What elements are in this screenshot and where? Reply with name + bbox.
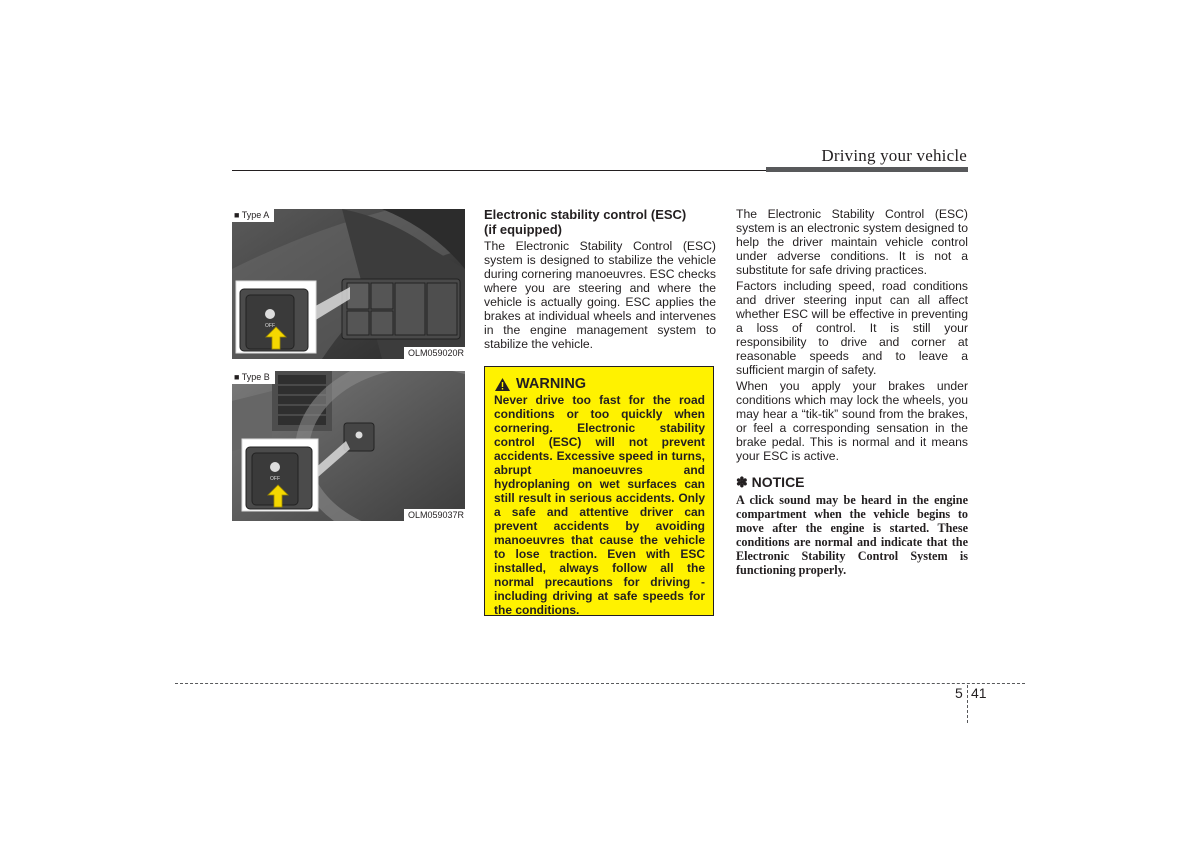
warning-box [484, 366, 714, 616]
warning-triangle-icon [494, 377, 511, 392]
notice-symbol-icon: ✽ [736, 474, 748, 490]
esc-heading-line1: Electronic stability control (ESC) [484, 207, 687, 222]
esc-heading [484, 207, 716, 237]
esc-section [484, 207, 716, 351]
esc-heading-line2: (if equipped) [484, 222, 562, 237]
figure-type-a [232, 209, 465, 359]
notice-title-text: NOTICE [751, 474, 805, 490]
page-number-divider [967, 685, 968, 723]
svg-text:OFF: OFF [270, 476, 280, 482]
esc-description [736, 207, 968, 579]
footer-rule [175, 683, 1025, 684]
dashboard-photo-a [232, 209, 465, 359]
warning-title-text: WARNING [516, 376, 587, 392]
header-title: Driving your vehicle [821, 146, 967, 165]
warning-text: Never drive too fast for the road conditions or too quickly when cornering. Electronic stability control (ESC) will not prevent accidents. Excessive speed in turns, abrupt manoeuvres and hydroplaning on wet surfaces can still result in serious accidents. Only a safe and attentive driver can prevent accidents by avoiding manoeuvres that cause the vehicle to lose traction. Even with ESC installed, always follow all the normal precautions for driving - including driving at safe speeds for the conditions. [494, 393, 705, 617]
header-accent-bar [766, 167, 968, 172]
paragraph-2: Factors including speed, road conditions and driver steering input can all affect whether ESC will be effective in preventing a loss of control. It is still your responsibility to drive and corner at reasonable speeds and to leave a sufficient margin of safety. [736, 279, 968, 377]
section-number: 5 [955, 685, 963, 701]
notice-title [736, 474, 968, 490]
figure-b-code: OLM059037R [404, 509, 465, 521]
page-number: 41 [971, 685, 987, 701]
paragraph-3: When you apply your brakes under conditions which may lock the wheels, you may hear a “tik-tik” sound from the brakes, or feel a corresponding sensation in the brake pedal. This is normal and it means your ESC is active. [736, 379, 968, 463]
figure-type-b [232, 371, 465, 521]
figure-a-code: OLM059020R [404, 347, 465, 359]
paragraph-1: The Electronic Stability Control (ESC) system is an electronic system designed to help the driver maintain vehicle control under adverse conditions. It is not a substitute for safe driving practices. [736, 207, 968, 277]
esc-body-text: The Electronic Stability Control (ESC) system is designed to stabilize the vehicle during cornering manoeuvres. ESC checks where you are steering and where the vehicle is actually going. ESC applies the brakes at individual wheels and intervenes in the engine management system to stabilize the vehicle. [484, 239, 716, 351]
type-b-label: ■ Type B [232, 371, 275, 384]
warning-title [494, 375, 705, 393]
svg-text:OFF: OFF [265, 323, 275, 329]
notice-text: A click sound may be heard in the engine compartment when the vehicle begins to move after the engine is started. These conditions are normal and indicate that the Electronic Stability Control System is functioning properly. [736, 493, 968, 577]
type-a-label: ■ Type A [232, 209, 274, 222]
dashboard-photo-b [232, 371, 465, 521]
